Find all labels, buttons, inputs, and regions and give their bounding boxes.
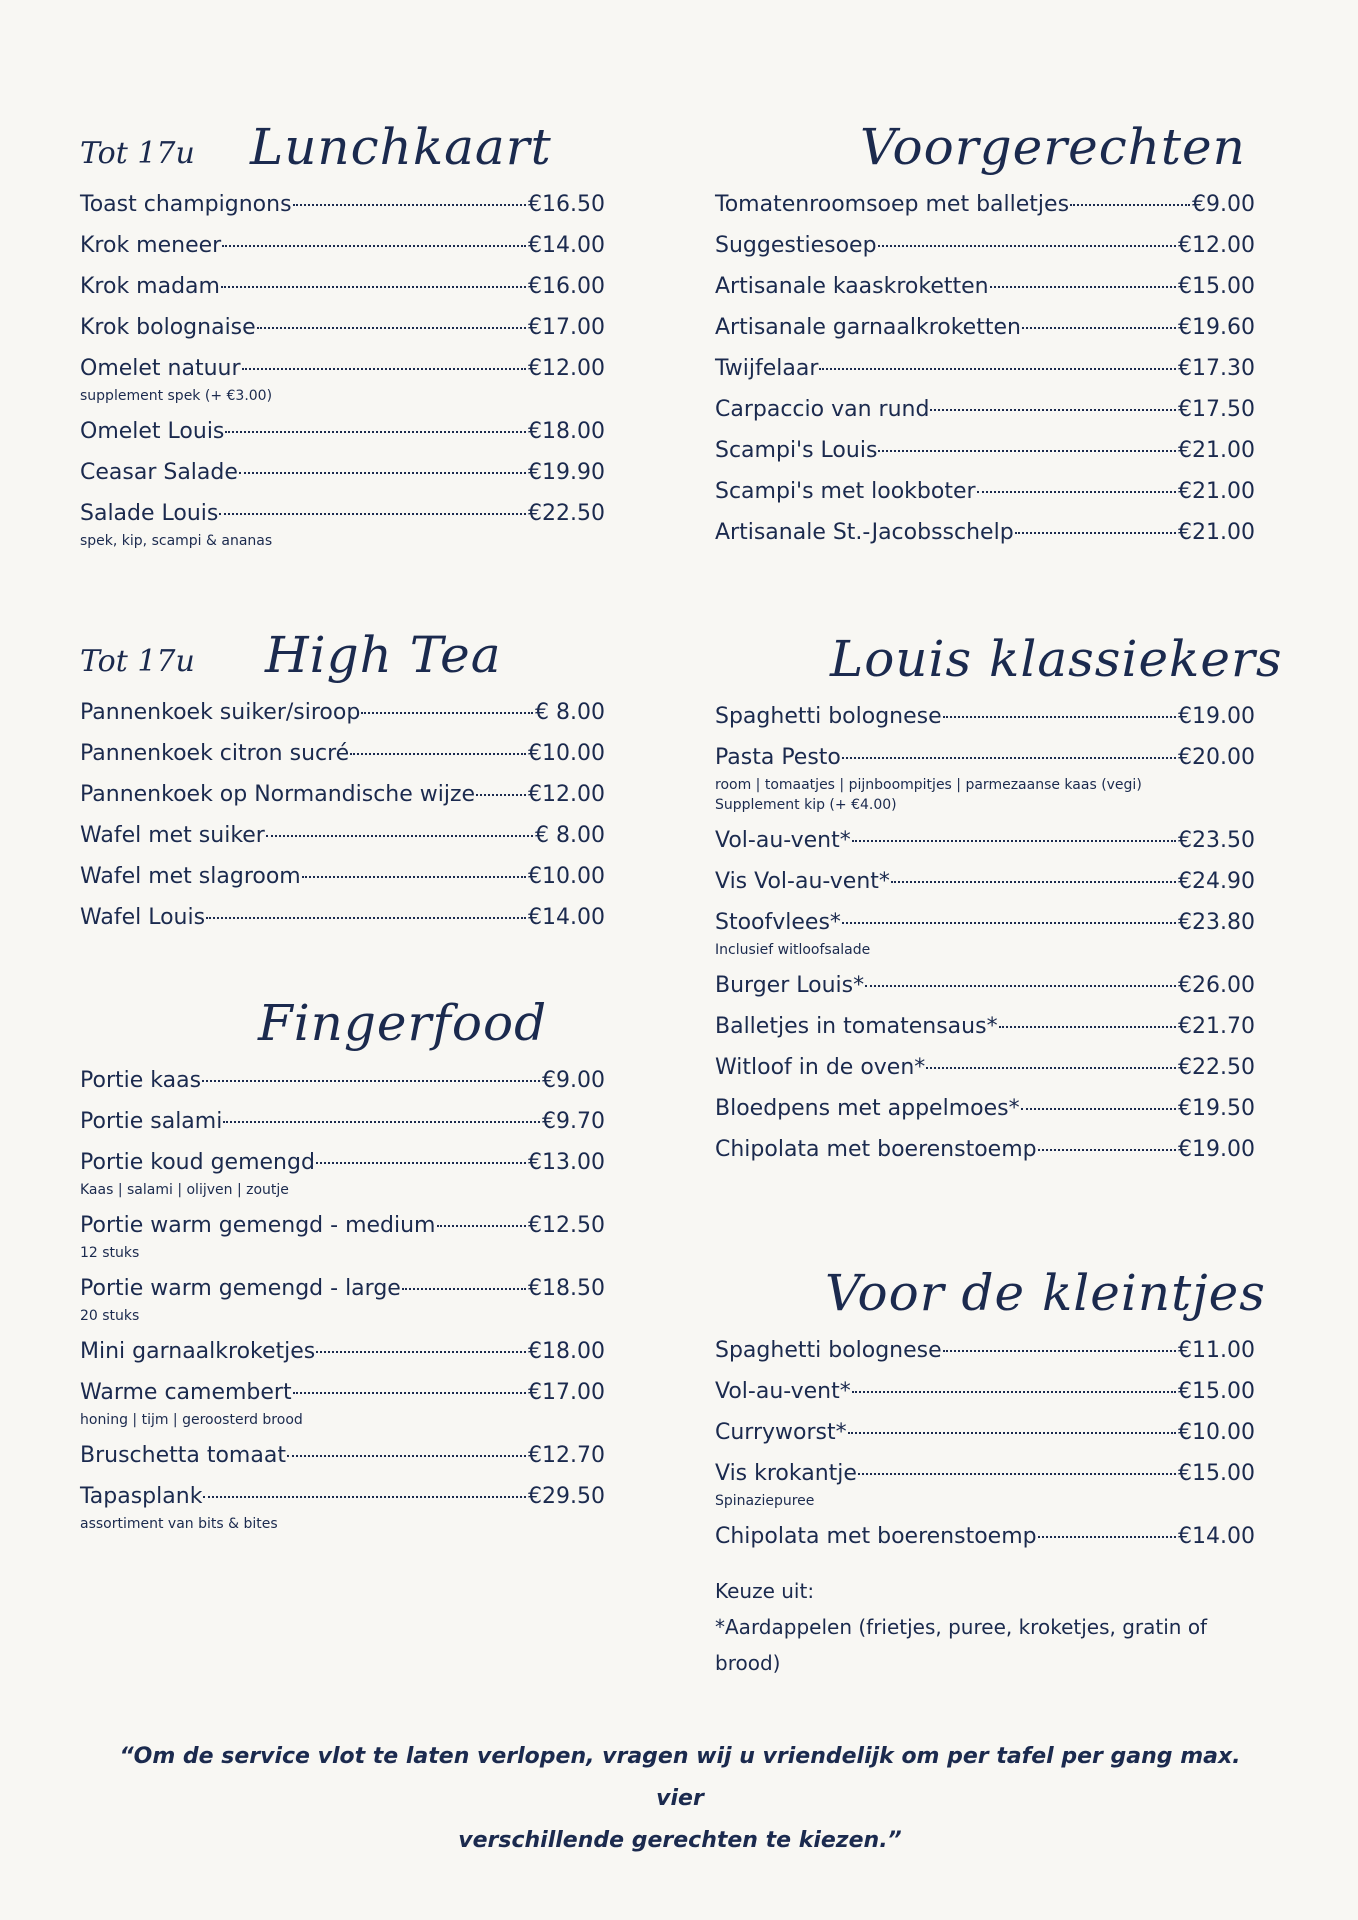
item-name: Pannenkoek citron sucré bbox=[80, 741, 350, 766]
dot-leader bbox=[222, 245, 526, 247]
dot-leader bbox=[316, 1162, 526, 1164]
dot-leader bbox=[1022, 327, 1176, 329]
item-name: Stoofvlees* bbox=[715, 910, 841, 935]
item-name: Artisanale garnaalkroketten bbox=[715, 315, 1021, 340]
item-name: Wafel met slagroom bbox=[80, 864, 301, 889]
menu-item bbox=[715, 314, 1255, 342]
item-price: €19.00 bbox=[1178, 704, 1255, 729]
section-tag: Tot 17u bbox=[80, 644, 195, 679]
item-note: assortiment van bits & bites bbox=[80, 1516, 278, 1532]
menu-item bbox=[80, 1483, 605, 1511]
item-price: €12.00 bbox=[1178, 233, 1255, 258]
menu-item bbox=[715, 478, 1255, 506]
item-name: Warme camembert bbox=[80, 1380, 292, 1405]
section-title: High Tea bbox=[265, 626, 502, 684]
item-price: €12.70 bbox=[528, 1443, 605, 1468]
dot-leader bbox=[293, 1392, 526, 1394]
item-name: Portie salami bbox=[80, 1109, 223, 1134]
item-name: Salade Louis bbox=[80, 501, 219, 526]
item-price: €21.00 bbox=[1178, 520, 1255, 545]
menu-item bbox=[80, 1379, 605, 1407]
item-price: €21.00 bbox=[1178, 438, 1255, 463]
dot-leader bbox=[878, 450, 1176, 452]
menu-item bbox=[715, 355, 1255, 383]
item-price: €17.50 bbox=[1178, 397, 1255, 422]
item-price: €16.00 bbox=[528, 274, 605, 299]
dot-leader bbox=[842, 757, 1176, 759]
menu-item bbox=[715, 1337, 1255, 1365]
menu-item bbox=[80, 191, 605, 219]
item-name: Vol-au-vent* bbox=[715, 828, 851, 853]
section-title: Louis klassiekers bbox=[830, 630, 1283, 688]
item-note: 12 stuks bbox=[80, 1245, 140, 1261]
item-note: Supplement kip (+ €4.00) bbox=[715, 797, 897, 813]
dot-leader bbox=[266, 835, 533, 837]
item-price: €10.00 bbox=[528, 864, 605, 889]
item-name: Krok madam bbox=[80, 274, 220, 299]
item-name: Chipolata met boerenstoemp bbox=[715, 1524, 1037, 1549]
item-name: Tapasplank bbox=[80, 1484, 203, 1509]
menu-item bbox=[80, 863, 605, 891]
section-lunchkaart bbox=[80, 118, 605, 550]
item-name: Bloedpens met appelmoes* bbox=[715, 1096, 1020, 1121]
item-price: €21.70 bbox=[1178, 1014, 1255, 1039]
dot-leader bbox=[437, 1225, 527, 1227]
item-price: €12.00 bbox=[528, 356, 605, 381]
item-price: €14.00 bbox=[528, 233, 605, 258]
section-voor-de-kleintjes bbox=[715, 1264, 1266, 1681]
item-name: Mini garnaalkroketjes bbox=[80, 1339, 316, 1364]
menu-item bbox=[715, 1013, 1255, 1041]
item-name: Chipolata met boerenstoemp bbox=[715, 1137, 1037, 1162]
dot-leader bbox=[930, 409, 1176, 411]
menu-item bbox=[80, 273, 605, 301]
item-name: Carpaccio van rund bbox=[715, 397, 930, 422]
item-price: €24.90 bbox=[1178, 869, 1255, 894]
item-name: Spaghetti bolognese bbox=[715, 1338, 942, 1363]
section-louis-klassiekers bbox=[715, 630, 1283, 1164]
menu-item bbox=[715, 909, 1255, 937]
dot-leader bbox=[852, 1391, 1176, 1393]
dot-leader bbox=[203, 1496, 526, 1498]
item-name: Wafel met suiker bbox=[80, 823, 265, 848]
dot-leader bbox=[1015, 532, 1176, 534]
item-price: € 8.00 bbox=[535, 823, 605, 848]
item-price: €26.00 bbox=[1178, 973, 1255, 998]
item-name: Portie warm gemengd - medium bbox=[80, 1213, 436, 1238]
menu-item bbox=[80, 1275, 605, 1303]
item-name: Bruschetta tomaat bbox=[80, 1443, 286, 1468]
section-fingerfood bbox=[80, 994, 605, 1533]
item-price: €11.00 bbox=[1178, 1338, 1255, 1363]
menu-list bbox=[715, 703, 1255, 1164]
menu-item bbox=[715, 1136, 1255, 1164]
item-price: €9.00 bbox=[1192, 192, 1255, 217]
item-price: €9.00 bbox=[542, 1068, 605, 1093]
item-price: €23.80 bbox=[1178, 910, 1255, 935]
dot-leader bbox=[202, 1080, 540, 1082]
item-name: Burger Louis* bbox=[715, 973, 865, 998]
item-name: Vol-au-vent* bbox=[715, 1379, 851, 1404]
item-price: €14.00 bbox=[1178, 1524, 1255, 1549]
item-price: € 8.00 bbox=[535, 700, 605, 725]
menu-item bbox=[80, 822, 605, 850]
menu-list bbox=[80, 1067, 605, 1533]
menu-item bbox=[80, 699, 605, 727]
menu-item bbox=[715, 232, 1255, 260]
menu-item bbox=[715, 273, 1255, 301]
section-title: Voor de kleintjes bbox=[825, 1264, 1266, 1322]
menu-item bbox=[80, 1212, 605, 1240]
item-name: Ceasar Salade bbox=[80, 460, 238, 485]
dot-leader bbox=[990, 286, 1176, 288]
item-note: Inclusief witloofsalade bbox=[715, 942, 871, 958]
item-name: Toast champignons bbox=[80, 192, 292, 217]
dot-leader bbox=[402, 1288, 526, 1290]
item-name: Portie kaas bbox=[80, 1068, 202, 1093]
menu-item bbox=[80, 314, 605, 342]
item-name: Krok bolognaise bbox=[80, 315, 256, 340]
item-name: Tomatenroomsoep met balletjes bbox=[715, 192, 1070, 217]
item-price: €17.30 bbox=[1178, 356, 1255, 381]
dot-leader bbox=[852, 840, 1176, 842]
menu-item bbox=[80, 1338, 605, 1366]
item-name: Curryworst* bbox=[715, 1420, 847, 1445]
menu-item bbox=[715, 1523, 1255, 1551]
item-name: Pannenkoek suiker/siroop bbox=[80, 700, 361, 725]
item-note: Spinaziepuree bbox=[715, 1493, 815, 1509]
item-price: €12.50 bbox=[528, 1213, 605, 1238]
menu-item bbox=[715, 437, 1255, 465]
menu-item bbox=[715, 703, 1255, 731]
menu-list bbox=[80, 191, 605, 550]
dot-leader bbox=[302, 876, 526, 878]
menu-item bbox=[715, 396, 1255, 424]
item-name: Scampi's met lookboter bbox=[715, 479, 976, 504]
menu-item bbox=[715, 1095, 1255, 1123]
dot-leader bbox=[350, 753, 526, 755]
menu-item bbox=[80, 500, 605, 528]
dot-leader bbox=[225, 431, 526, 433]
menu-item bbox=[715, 972, 1255, 1000]
item-name: Vis krokantje bbox=[715, 1461, 857, 1486]
dot-leader bbox=[361, 712, 533, 714]
item-note: spek, kip, scampi & ananas bbox=[80, 533, 273, 549]
item-price: €19.90 bbox=[528, 460, 605, 485]
menu-item bbox=[80, 1108, 605, 1136]
item-note: honing | tijm | geroosterd brood bbox=[80, 1412, 303, 1428]
item-name: Omelet natuur bbox=[80, 356, 241, 381]
item-price: €19.50 bbox=[1178, 1096, 1255, 1121]
dot-leader bbox=[1070, 204, 1190, 206]
item-price: €12.00 bbox=[528, 782, 605, 807]
menu-item bbox=[715, 1378, 1255, 1406]
menu-item bbox=[80, 904, 605, 932]
section-voorgerechten bbox=[715, 118, 1255, 547]
dot-leader bbox=[878, 245, 1176, 247]
section-title: Fingerfood bbox=[258, 994, 548, 1052]
dot-leader bbox=[842, 922, 1176, 924]
item-price: €9.70 bbox=[542, 1109, 605, 1134]
item-name: Suggestiesoep bbox=[715, 233, 877, 258]
keuze-text: *Aardappelen (frietjes, puree, kroketjes, gratin of brood) bbox=[715, 1615, 1208, 1675]
dot-leader bbox=[1038, 1536, 1176, 1538]
dot-leader bbox=[943, 716, 1176, 718]
item-name: Pannenkoek op Normandische wijze bbox=[80, 782, 476, 807]
item-price: €15.00 bbox=[1178, 274, 1255, 299]
item-name: Scampi's Louis bbox=[715, 438, 878, 463]
item-name: Twijfelaar bbox=[715, 356, 819, 381]
menu-item bbox=[715, 1460, 1255, 1488]
dot-leader bbox=[221, 286, 526, 288]
item-note: room | tomaatjes | pijnboompitjes | parmezaanse kaas (vegi) bbox=[715, 777, 1142, 793]
dot-leader bbox=[943, 1350, 1176, 1352]
item-price: €16.50 bbox=[528, 192, 605, 217]
section-high-tea bbox=[80, 626, 605, 932]
footer-notice bbox=[100, 1736, 1260, 1862]
dot-leader bbox=[239, 472, 526, 474]
item-price: €10.00 bbox=[528, 741, 605, 766]
item-name: Artisanale kaaskroketten bbox=[715, 274, 989, 299]
menu-item bbox=[715, 1054, 1255, 1082]
menu-item bbox=[715, 1419, 1255, 1447]
dot-leader bbox=[476, 794, 526, 796]
item-name: Pasta Pesto bbox=[715, 745, 841, 770]
item-price: €18.50 bbox=[528, 1276, 605, 1301]
item-price: €20.00 bbox=[1178, 745, 1255, 770]
footer-line: verschillende gerechten te kiezen.” bbox=[458, 1828, 902, 1853]
item-name: Witloof in de oven* bbox=[715, 1055, 926, 1080]
dot-leader bbox=[223, 1121, 540, 1123]
dot-leader bbox=[257, 327, 526, 329]
item-name: Artisanale St.-Jacobsschelp bbox=[715, 520, 1014, 545]
item-price: €18.00 bbox=[528, 419, 605, 444]
menu-item bbox=[715, 827, 1255, 855]
menu-item bbox=[80, 1067, 605, 1095]
item-price: €29.50 bbox=[528, 1484, 605, 1509]
item-note: supplement spek (+ €3.00) bbox=[80, 388, 273, 404]
item-price: €10.00 bbox=[1178, 1420, 1255, 1445]
item-price: €17.00 bbox=[528, 1380, 605, 1405]
menu-item bbox=[715, 868, 1255, 896]
menu-item bbox=[80, 781, 605, 809]
dot-leader bbox=[242, 368, 526, 370]
dot-leader bbox=[219, 513, 526, 515]
dot-leader bbox=[1021, 1108, 1176, 1110]
footer-line: “Om de service vlot te laten verlopen, vragen wij u vriendelijk om per tafel per gang max. vier bbox=[119, 1744, 1241, 1811]
dot-leader bbox=[999, 1026, 1176, 1028]
dot-leader bbox=[848, 1432, 1176, 1434]
item-note: Kaas | salami | olijven | zoutje bbox=[80, 1182, 289, 1198]
menu-item bbox=[80, 418, 605, 446]
item-name: Krok meneer bbox=[80, 233, 222, 258]
menu-item bbox=[80, 1442, 605, 1470]
item-name: Omelet Louis bbox=[80, 419, 225, 444]
dot-leader bbox=[926, 1067, 1176, 1069]
menu-item bbox=[80, 355, 605, 383]
dot-leader bbox=[293, 204, 526, 206]
section-title: Lunchkaart bbox=[250, 118, 552, 176]
menu-item bbox=[715, 744, 1255, 772]
menu-item bbox=[80, 740, 605, 768]
dot-leader bbox=[287, 1455, 526, 1457]
item-price: €23.50 bbox=[1178, 828, 1255, 853]
item-note: 20 stuks bbox=[80, 1308, 140, 1324]
item-price: €22.50 bbox=[528, 501, 605, 526]
item-price: €18.00 bbox=[528, 1339, 605, 1364]
item-price: €17.00 bbox=[528, 315, 605, 340]
menu-list bbox=[80, 699, 605, 932]
menu-item bbox=[80, 1149, 605, 1177]
item-price: €13.00 bbox=[528, 1150, 605, 1175]
menu-list bbox=[715, 1337, 1255, 1551]
menu-list bbox=[715, 191, 1255, 547]
item-name: Spaghetti bolognese bbox=[715, 704, 942, 729]
item-name: Portie warm gemengd - large bbox=[80, 1276, 401, 1301]
menu-item bbox=[715, 519, 1255, 547]
item-price: €21.00 bbox=[1178, 479, 1255, 504]
dot-leader bbox=[316, 1351, 526, 1353]
item-name: Wafel Louis bbox=[80, 905, 206, 930]
menu-item bbox=[80, 232, 605, 260]
dot-leader bbox=[1038, 1149, 1176, 1151]
dot-leader bbox=[206, 917, 526, 919]
dot-leader bbox=[891, 881, 1176, 883]
section-title: Voorgerechten bbox=[860, 118, 1246, 176]
dot-leader bbox=[977, 491, 1176, 493]
keuze-label: Keuze uit: bbox=[715, 1579, 815, 1603]
dot-leader bbox=[865, 985, 1176, 987]
item-name: Portie koud gemengd bbox=[80, 1150, 315, 1175]
item-price: €22.50 bbox=[1178, 1055, 1255, 1080]
menu-item bbox=[715, 191, 1255, 219]
menu-item bbox=[80, 459, 605, 487]
item-name: Vis Vol-au-vent* bbox=[715, 869, 890, 894]
item-price: €14.00 bbox=[528, 905, 605, 930]
dot-leader bbox=[858, 1473, 1176, 1475]
item-price: €15.00 bbox=[1178, 1461, 1255, 1486]
item-price: €15.00 bbox=[1178, 1379, 1255, 1404]
item-price: €19.00 bbox=[1178, 1137, 1255, 1162]
item-price: €19.60 bbox=[1178, 315, 1255, 340]
section-tag: Tot 17u bbox=[80, 136, 195, 171]
item-name: Balletjes in tomatensaus* bbox=[715, 1014, 998, 1039]
dot-leader bbox=[819, 368, 1176, 370]
